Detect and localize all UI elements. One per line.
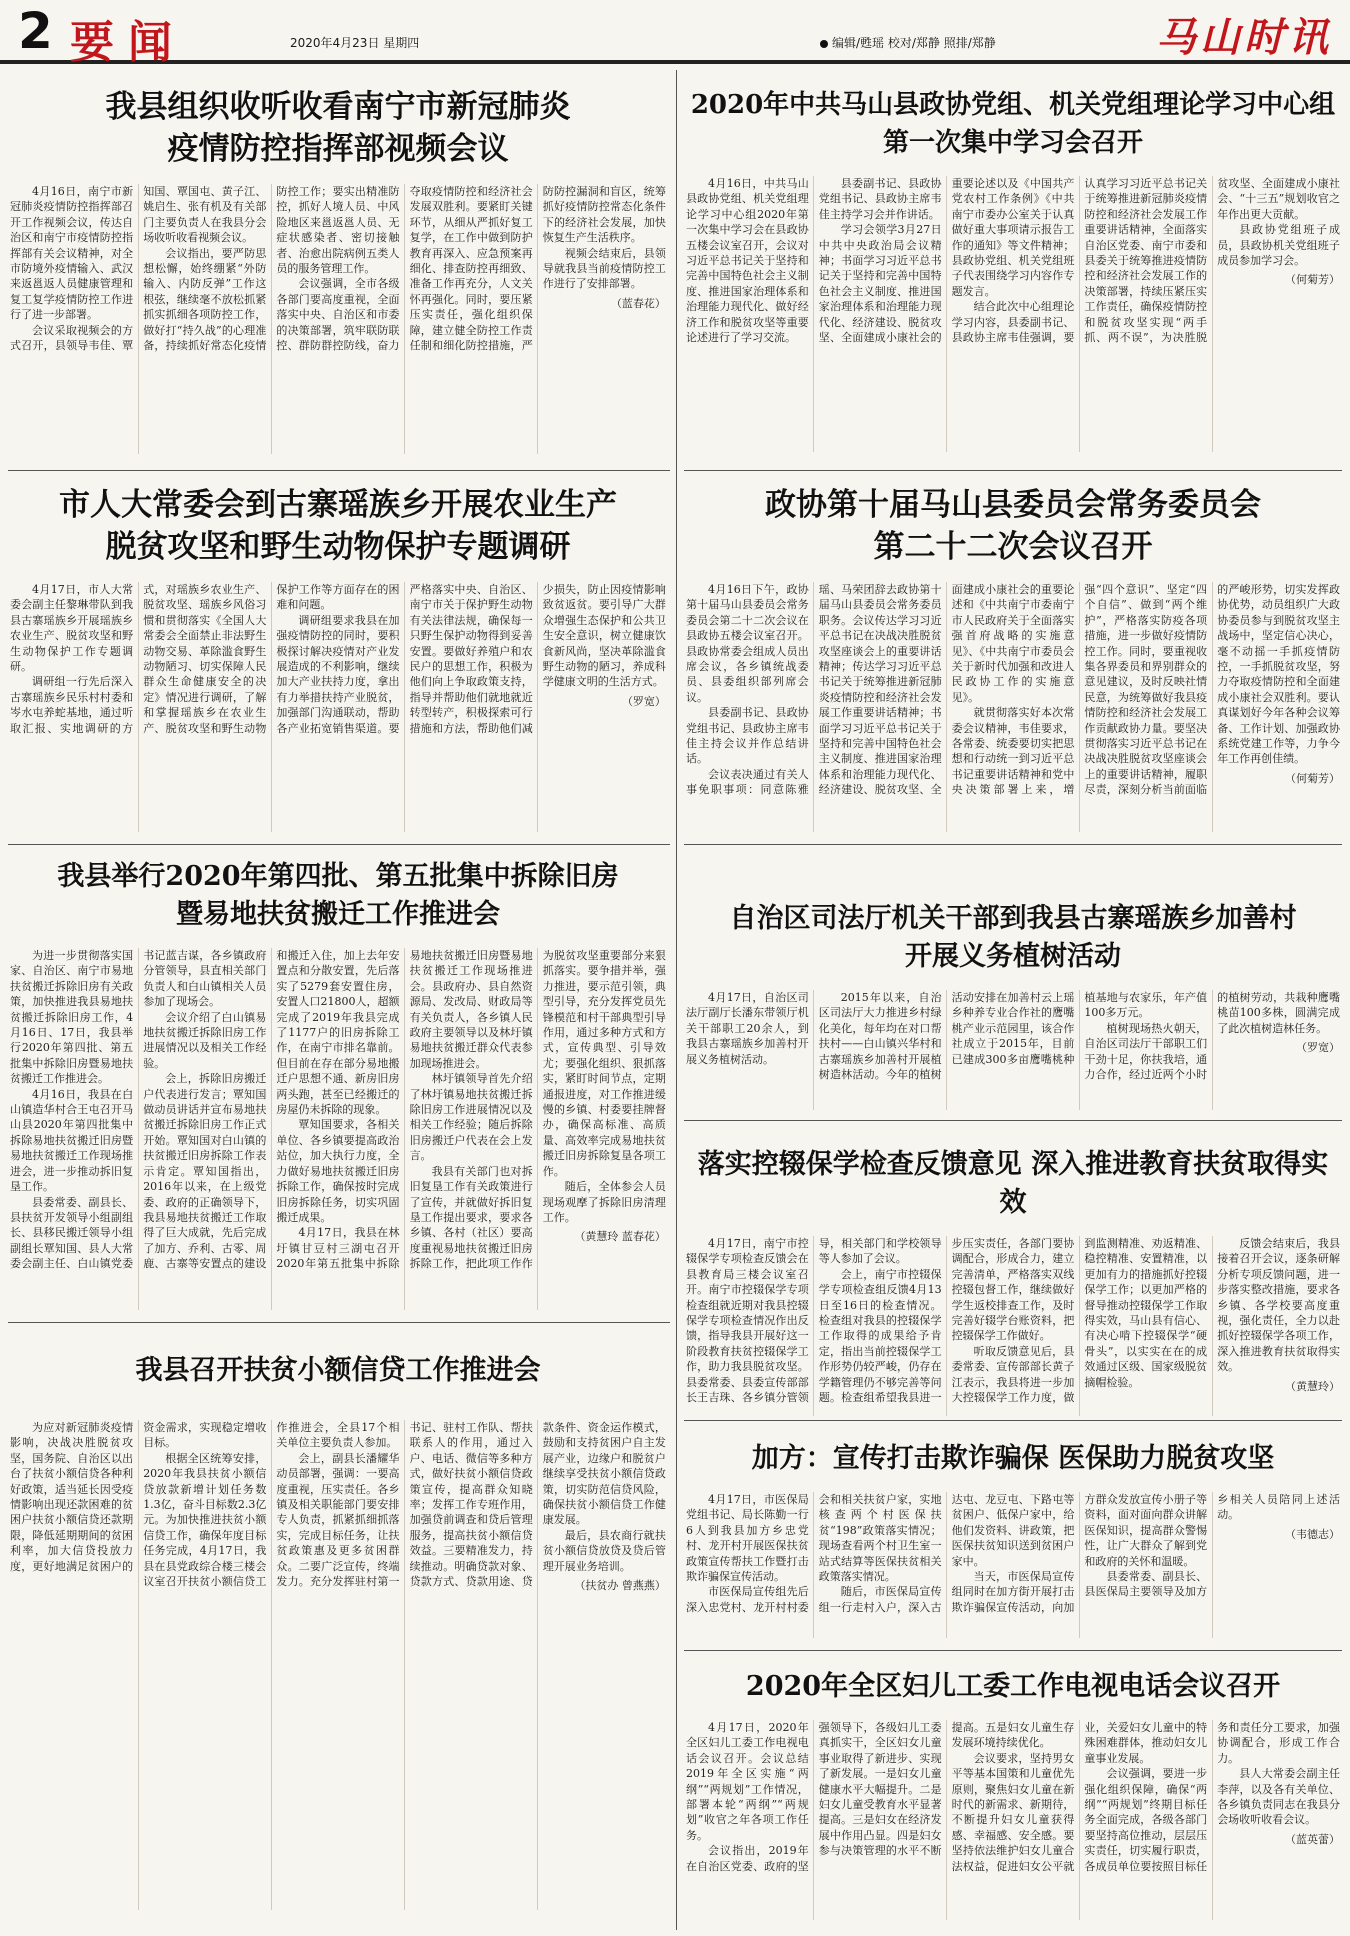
paragraph: 会上，南宁市控辍保学专项检查组反馈4月13日至16日的检查情况。检查组对我县的控辍保学工作取得的成果给予肯定，指出当前控辍保学工作形势仍较严峻，仍存在学籍管理仍不够完善等问题。检查组希望我县进一步压实责任，各部门要协调配合，形成合力，建立完善清单，严格落实双线控辍包督工作，继续做好学生返校排查工作，及时完善好辍学台账资料，把控辍保学工作做好。 (818, 1237, 1075, 1405)
paragraph: 4月17日，2020年全区妇儿工委工作电视电话会议召开。会议总结2019年全区实施“两纲”“两规划”工作情况，部署本轮“两纲”“两规划”收官之年各项工作任务。 (686, 1721, 809, 1842)
paragraph: 视频会结束后，县领导就我县当前疫情防控工作进行了安排部署。 (542, 246, 666, 291)
article-headline (10, 484, 666, 568)
paper-logo: 马山时讯 (1156, 14, 1332, 61)
article-medical-insurance-fraud (686, 1440, 1340, 1646)
paragraph: 就贯彻落实好本次常委会议精神，韦佳要求，各常委、统委要切实把思想和行动统一到习近平总书记重要讲话精神和党中央决策部署上来，增强“四个意识”、坚定“四个自信”、做到“两个维护”，严格落实防疫各项措施，进一步做好疫情防控工作。同时，要重视收集各界委员和界别群众的意见建议，及时反映社情民意，为统筹做好我县疫情防控和经济社会发展工作贡献政协力量。要坚决贯彻落实习近平总书记在决战决胜脱贫攻坚座谈会上的重要讲话精神，履职尽责，深刻分析当前面临的严峻形势，切实发挥政协优势，动员组织广大政协委员参与到脱贫攻坚主战场中，坚定信心决心，毫不动摇一手抓疫情防控，一手抓脱贫攻坚，努力夺取疫情防控和全面建成小康社会双胜利。要认真谋划好今年各种会议筹备、工作计划、加强政协系统党建工作等，力争今年工作再创佳绩。 (951, 583, 1340, 797)
editors-line (820, 34, 996, 51)
row-divider (684, 1120, 1342, 1121)
paragraph: 调研组要求我县在加强疫情防控的同时，要积极探讨解决疫情对产业发展造成的不利影响，继续加大产业扶持力度，拿出有力举措扶持产业脱贫，加强部门沟通联动，帮助各产业拓宽销售渠道。要严格落实中央、自治区、南宁市关于保护野生动物有关法律法规，确保每一只野生保护动物得到妥善安置。要做好养殖户和农民户的思想工作，积极为他们向上争取政策支持，指导并帮助他们就地就近转型转产，积极探索可行措施和方法，帮助他们减少损失，防止因疫情影响致贫返贫。要引导广大群众增强生态保护和公共卫生安全意识，树立健康饮食新风尚，坚决革除滥食野生动物的陋习，养成科学健康文明的生活方式。 (276, 583, 666, 735)
article-byline: （韦德志） (1284, 1527, 1340, 1541)
article-covid-video-conference (10, 86, 666, 464)
headline-line: 2020年中共马山县政协党组、机关党组理论学习中心组 (690, 90, 1336, 120)
headline-line: 2020年全区妇儿工委工作电视电话会议召开 (745, 1671, 1281, 1702)
bullet-icon (820, 40, 828, 48)
article-npc-survey-guzhai (10, 484, 666, 838)
article-headline (10, 1352, 666, 1390)
article-headline (686, 1668, 1340, 1706)
paragraph: 覃知国要求，各相关单位、各乡镇要提高政治站位，加大执行力度，全力做好易地扶贫搬迁旧房拆除工作，确保按时完成旧房拆除任务，切实巩固搬迁成果。 (276, 1118, 400, 1224)
paragraph: 会议要求，坚持男女平等基本国策和儿童优先原则，聚焦妇女儿童在新时代的新需求、新期待，不断提升妇女儿童获得感、幸福感、安全感。要坚持依法维护妇女儿童合法权益，促进妇女公平就业，关爱妇女儿童中的特殊困难群体，推动妇女儿童事业发展。 (951, 1721, 1208, 1873)
article-byline: （罗宽） (1295, 1041, 1340, 1055)
article-body (686, 990, 1340, 1110)
article-cppcc-standing-committee (686, 484, 1340, 838)
article-body (686, 582, 1340, 832)
paragraph: 林圩镇领导首先介绍了林圩镇易地扶贫搬迁拆除旧房工作进展情况以及相关工作经验；随后拆除旧房搬迁户代表在会上发言。 (409, 1072, 533, 1163)
article-body (686, 176, 1340, 452)
row-divider (684, 1420, 1342, 1421)
masthead (0, 0, 1350, 68)
paragraph: 2015年以来，自治区司法厅大力推进乡村绿化美化，每年均在对口帮扶村——白山镇兴华村和古寨瑶族乡加善村开展植树造林活动。今年的植树活动安排在加善村云上瑶乡种养专业合作社的鹰嘴桃产业示范园里，该合作社成立于2015年，目前已建成300多亩鹰嘴桃种植基地与农家乐，年产值100多万元。 (818, 991, 1208, 1082)
article-body (10, 582, 666, 832)
paragraph: 市医保局宣传组先后深入忠党村、龙开村村委会和相关扶贫户家，实地核查两个村医保扶贫“198”政策落实情况；现场查看两个村卫生室一站式结算等医保扶贫相关政策落实情况。 (686, 1493, 942, 1614)
paragraph: 学习会领学3月27日中共中央政治局会议精神；书面学习习近平总书记关于坚持和完善中国特色社会主义制度、推进国家治理体系和治理能力现代化、经济建设、脱贫攻坚、全面建成小康社会的重要论述以及《中国共产党农村工作条例》《中共南宁市委办公室关于认真做好重大事项请示报告工作的通知》等文件精神；县政协党组、机关党组班子代表围绕学习内容作专题发言。 (818, 177, 1075, 345)
paragraph: 会议强调，要进一步强化组织保障，确保“两纲”“两规划”终期目标任务全面完成，各级各部门要坚持高位推动，层层压实责任，切实履行职责，各成员单位要按照目标任务和责任分工要求，加强协调配合，形成工作合力。 (1084, 1721, 1340, 1873)
article-body (10, 184, 666, 454)
paragraph: 4月17日，我县在林圩镇甘豆村三湖屯召开2020年第五批集中拆除易地扶贫搬迁旧房暨易地扶贫搬迁工作现场推进会。县政府办、县自然资源局、发改局、财政局等有关负责人，各乡镇人民政府主要领导以及林圩镇易地扶贫搬迁群众代表参加现场推进会。 (276, 949, 533, 1271)
headline-line: 我县举行2020年第四批、第五批集中拆除旧房 (57, 861, 619, 892)
paragraph: 听取反馈意见后，县委常委、宣传部部长黄子江表示，我县将进一步加大控辍保学工作力度，做到监测精准、劝返精准、稳控精准、安置精准，以更加有力的措施抓好控辍保学工作；以更加严格的督导推动控辍保学工作取得实效，马山县有信心、有决心啃下控辍保学“硬骨头”，以实实在在的成效通过区级、国家级脱贫摘帽检验。 (951, 1237, 1208, 1405)
paragraph: 为进一步贯彻落实国家、自治区、南宁市易地扶贫搬迁拆除旧房有关政策，加快推进我县易地扶贫搬迁拆除旧房工作，4月16日、17日，我县举行2020年第四批、第五批集中拆除旧房暨易地扶贫搬迁工作推进会。 (10, 949, 134, 1086)
headline-line: 政协第十届马山县委员会常务委员会 (765, 487, 1261, 523)
article-byline: （蓝春花） (610, 296, 666, 310)
article-body (686, 1720, 1340, 1920)
paragraph: 4月16日，中共马山县政协党组、机关党组理论学习中心组2020年第一次集中学习会在县政协五楼会议室召开，会议对习近平总书记关于坚持和完善中国特色社会主义制度、推进国家治理体系和治理能力现代化、做好经济工作和脱贫攻坚等重要论述进行了学习交流。 (686, 177, 809, 345)
headline-line: 落实控辍保学检查反馈意见 深入推进教育扶贫取得实效 (697, 1149, 1329, 1218)
article-cppcc-study-session (686, 86, 1340, 464)
paragraph: 4月16日，我县在白山镇造华村合王屯召开马山县2020年第四批集中拆除易地扶贫搬迁旧房暨易地扶贫搬迁工作现场推进会，进一步推动拆旧复垦工作。 (10, 1087, 134, 1194)
row-divider (8, 1322, 670, 1323)
article-body (10, 1420, 666, 1910)
headline-line: 第二十二次会议召开 (873, 529, 1153, 565)
paragraph: 4月16日，南宁市新冠肺炎疫情防控指挥部召开工作视频会议，传达自治区和南宁市疫情防控指挥部有关会议精神，对全市防境外疫情输入、武汉来返邕返人员健康管理和复工复学疫情防控工作进行了进一步部署。 (10, 185, 134, 322)
paragraph: 县人大常委会副主任李萍，以及各有关单位、各乡镇负责同志在我县分会场收听收看会议。 (1217, 1767, 1340, 1827)
section-title: 要闻 (70, 17, 186, 68)
paragraph: 4月17日，市人大常委会副主任黎琳带队到我县古寨瑶族乡开展瑶族乡农业生产、脱贫攻坚和野生动物保护工作专题调研。 (10, 583, 134, 674)
headline-line: 脱贫攻坚和野生动物保护专题调研 (105, 529, 571, 565)
row-divider (8, 470, 670, 471)
article-byline: （罗宽） (621, 694, 666, 708)
paragraph: 会议表决通过有关人事免职事项：同意陈雅瑶、马荣团辞去政协第十届马山县委员会常务委员职务。会议传达学习习近平总书记在决战决胜脱贫攻坚座谈会上的重要讲话精神；传达学习习近平总书记关于统筹推进新冠肺炎疫情防控和经济社会发展工作重要讲话精神；书面学习习近平总书记关于坚持和完善中国特色社会主义制度、推进国家治理体系和治理能力现代化、经济建设、脱贫攻坚、全面建成小康社会的重要论述和《中共南宁市委南宁市人民政府关于全面落实强首府战略的实施意见》、《中共南宁市委员会关于新时代加强和改进人民政协工作的实施意见》。 (686, 583, 1075, 797)
article-byline: （黄慧玲 蓝春花） (574, 1230, 666, 1244)
row-divider (684, 844, 1342, 845)
paragraph: 会议指出，要严防思想松懈，始终绷紧“外防输入、内防反弹”工作这根弦，继续毫不放松抓紧抓实抓细各项防控工作，做好打“持久战”的心理准备，持续抓好常态化疫情防控工作；要实出精准防控，抓好人境人员、中风险地区来邕返邕人员、无症状感染者、密切接触者、治愈出院病例五类人员的服务管理工作。 (143, 185, 400, 353)
paragraph: 会上，拆除旧房搬迁户代表进行发言；覃知国做动员讲话并宣布易地扶贫搬迁拆除旧房工作正式开始。覃知国对白山镇的扶贫搬迁旧房拆除工作表示肯定。覃知国指出，2016年以来，在上级党委、政府的正确领导下，我县易地扶贫搬迁工作取得了巨大成就，先后完成了加方、乔利、古零、周鹿、古寨等安置点的建设和搬迁入住，加上去年安置点和分散安置，先后落实了5279套安置住房，安置人口21800人，超额完成了2019年我县完成了1177户的旧房拆除工作，在南宁市排名靠前。但目前在存在部分易地搬迁户思想不通、新房旧房两头跑，甚至已经搬迁的房屋仍未拆除的现象。 (143, 949, 400, 1271)
paragraph: 县政协党组班子成员，县政协机关党组班子成员参加学习会。 (1217, 223, 1340, 268)
paragraph: 会议指出，2019年在自治区党委、政府的坚强领导下，各级妇儿工委真抓实干，全区妇女儿童事业取得了新进步、实现了新发展。一是妇女儿童健康水平大幅提升。二是妇女儿童受教育水平显著提高。三是妇女在经济发展中作用凸显。四是妇女参与决策管理的水平不断提高。五是妇女儿童生存发展环境持续优化。 (686, 1721, 1075, 1873)
article-headline (686, 484, 1340, 568)
paragraph: 随后，市医保局宣传组一行走村入户，深入古达屯、龙豆屯、下路屯等贫困户、低保户家中，给他们发资料、讲政策，把医保扶贫知识送到贫困户家中。 (818, 1493, 1075, 1614)
headline-line: 市人大常委会到古寨瑶族乡开展农业生产 (59, 487, 617, 523)
article-byline: （扶贫办 曾燕燕） (574, 1579, 666, 1593)
paragraph: 4月17日，南宁市控辍保学专项检查反馈会在县教育局三楼会议室召开。南宁市控辍保学专项检查组就近期对我县控辍保学专项检查情况作出反馈，指导我县开展好这一阶段教育扶贫控辍保学工作，助力我县脱贫攻坚。县委常委、县委宣传部部长王吉珠、各乡镇分管领导，相关部门和学校领导等人参加了会议。 (686, 1237, 942, 1405)
row-divider (8, 844, 670, 845)
article-headline (686, 86, 1340, 162)
paragraph: 会议强调，全市各级各部门要高度重视，全面落实中央、自治区和市委的决策部署，筑牢联防联控、群防群控防线，奋力夺取疫情防控和经济社会发展双胜利。要紧盯关键环节，从细从严抓好复工复学，在工作中做到防护教育再深入、应急预案再细化、排查防控再细致、准备工作再充分，人文关怀再强化。同时，要压紧压实责任，强化组织保障，建立健全防控工作责任制和细化防控措施，严防防控漏洞和盲区，统筹抓好疫情防控常态化条件下的经济社会发展，加快恢复生产生活秩序。 (276, 185, 666, 353)
headline-line: 第一次集中学习会召开 (882, 128, 1143, 158)
article-headline (686, 900, 1340, 976)
row-divider (684, 1650, 1342, 1651)
article-dropout-control (686, 1146, 1340, 1416)
paragraph: 我县有关部门也对拆旧复垦工作有关政策进行了宣传，并就做好拆旧复垦工作提出要求，要求各乡镇、各村（社区）要高度重视易地扶贫搬迁旧房拆除工作，把此项工作作为脱贫攻坚重要部分来狠抓落实。要争措并举，强力推进，要示范引领，典型引导，充分发挥党员先锋模范和村干部典型引导作用，通过多种方式和方式，宣传典型、引导效尤；要强化组织、狠抓落实，紧盯时间节点，定期通报进度，对工作推进缓慢的乡镇、村委要挂牌督办，确保高标准、高质量、高效率完成易地扶贫搬迁旧房拆除复垦各项工作。 (409, 949, 666, 1271)
headline-line: 开展义务植树活动 (905, 941, 1121, 972)
editors-text: 编辑/甦瑶 校对/郑静 照排/郑静 (832, 36, 996, 50)
article-headline (686, 1146, 1340, 1222)
article-house-demolition-meeting (10, 858, 666, 1316)
paragraph: 植树现场热火朝天，自治区司法厅干部职工们干劲十足，你扶我培，通力合作，经过近两个小时的植树劳动，共栽种鹰嘴桃苗100多株，圆满完成了此次植树造林任务。 (1084, 991, 1340, 1082)
headline-line: 自治区司法厅机关干部到我县古寨瑶族乡加善村 (729, 903, 1297, 934)
column-divider (676, 70, 677, 1930)
page-number: 2 (18, 2, 53, 60)
paragraph: 4月17日，自治区司法厅副厅长潘东带领厅机关干部职工20余人，到我县古寨瑶族乡加善村开展义务植树活动。 (686, 991, 809, 1066)
paragraph: 为应对新冠肺炎疫情影响，决战决胜脱贫攻坚，国务院、自治区以出台了扶贫小额信贷各种利好政策，适当延长因受疫情影响出现还款困难的贫困户扶贫小额信贷还款期限，降低延期期间的贫困利率，加大信贷投放力度，更好地满足贫困户的资金需求，实现稳定增收目标。 (10, 1421, 267, 1573)
paragraph: 会议介绍了白山镇易地扶贫搬迁拆除旧房工作进展情况以及相关工作经验。 (143, 1010, 267, 1070)
article-microcredit-meeting (10, 1340, 666, 1930)
paragraph: 最后，县农商行就扶贫小额信贷放贷及贷后管理开展业务培训。 (542, 1528, 666, 1573)
article-byline: （何菊芳） (1284, 771, 1340, 785)
article-body (686, 1236, 1340, 1416)
article-tree-planting (686, 900, 1340, 1116)
paragraph: 4月17日，市医保局党组书记、局长陈勤一行6人到我县加方乡忠党村、龙开村开展医保扶贫政策宣传帮扶工作暨打击欺诈骗保宣传活动。 (686, 1493, 809, 1584)
article-women-children-conference (686, 1668, 1340, 1930)
headline-line: 我县组织收听收看南宁市新冠肺炎 (105, 89, 571, 125)
article-headline (10, 86, 666, 170)
article-headline (686, 1440, 1340, 1478)
paragraph: 4月16日下午，政协第十届马山县委员会常务委员会第二十二次会议在县政协五楼会议室召开。县政协常委会组成人员出席会议，各乡镇统战委员、县委组织部列席会议。 (686, 583, 809, 704)
article-headline (10, 858, 666, 934)
paragraph: 根据全区统筹安排，2020年我县扶贫小额信贷放款新增计划任务数1.3亿，奋斗目标数2.3亿元。为加快推进扶贫小额信贷工作，确保年度目标任务完成，4月17日，我县在县党政综合楼三楼会议室召开扶贫小额信贷工作推进会，全县17个相关单位主要负责人参加。 (143, 1421, 400, 1589)
paragraph: 调研组一行先后深入古寨瑶族乡民乐村村委和岑水屯养蛇基地，通过听取汇报、实地调研的方式，对瑶族乡农业生产、脱贫攻坚、瑶族乡风俗习惯和贯彻落实《全国人大常委会全面禁止非法野生动物交易、革除滥食野生动物陋习、切实保障人民群众生命健康安全的决定》情况进行调研，了解和掌握瑶族乡在农业生产、脱贫攻坚和野生动物保护工作等方面存在的困难和问题。 (10, 583, 400, 735)
article-byline: （黄慧玲） (1284, 1379, 1340, 1393)
issue-date: 2020年4月23日 星期四 (290, 36, 420, 50)
article-byline: （何菊芳） (1284, 273, 1340, 287)
paragraph: 县委副书记、县政协党组书记、县政协主席韦佳主持学习会并作讲话。 (818, 177, 942, 221)
paragraph: 结合此次中心组理论学习内容，县委副书记、县政协主席韦佳强调，要认真学习习近平总书记关于统筹推进新冠肺炎疫情防控和经济社会发展工作重要讲话精神，全面落实自治区党委、南宁市委和县委关于统筹推进疫情防控和经济社会发展工作的决策部署，持续压紧压实工作责任，确保疫情防控和脱贫攻坚实现“两手抓、两不误”，为决胜脱贫攻坚、全面建成小康社会、“十三五”规划收官之年作出更大贡献。 (951, 177, 1340, 345)
paragraph: 随后，全体参会人员现场观摩了拆除旧房清理工作。 (542, 1180, 666, 1224)
paragraph: 反馈会结束后，我县接着召开会议，逐条研解分析专项反馈问题，进一步落实整改措施，要求各乡镇、各学校要高度重视，强化责任，全力以赴抓好控辍保学各项工作，深入推进教育扶贫取得实效。 (1217, 1237, 1340, 1374)
paragraph: 当天，市医保局宣传组同时在加方街开展打击欺诈骗保宣传活动，向加方群众发放宣传小册子等资料，面对面向群众讲解医保知识，提高群众警惕性，让广大群众了解到党和政府的关怀和温暖。 (951, 1493, 1208, 1614)
paragraph: 县委常委、副县长、县扶贫开发领导小组副组长、县移民搬迁领导小组副组长覃知国、县人大常委会副主任、白山镇党委书记蓝吉谋，各乡镇政府分管领导，县直相关部门负责人和白山镇相关人员参加了现场会。 (10, 949, 267, 1271)
paragraph: 会上，副县长潘耀华动员部署，强调：一要高度重视，压实责任。各乡镇及相关职能部门要安排专人负责，抓紧抓细抓落实，完成目标任务，让扶贫政策惠及更多贫困群众。二要广泛宣传，终端发力。充分发挥驻村第一书记、驻村工作队、帮扶联系人的作用，通过入户、电话、微信等多种方式，做好扶贫小额信贷政策宣传，提高群众知晓率；发挥工作专班作用，加强贷前调查和贷后管理服务，提高扶贫小额信贷效益。三要精准发力，持续推动。明确贷款对象、贷款方式、贷款用途、贷款条件、资金运作模式，鼓励和支持贫困户自主发展产业，边缘户和脱贫户继续享受扶贫小额信贷政策，切实防范信贷风险，确保扶贫小额信贷工作健康发展。 (276, 1421, 666, 1589)
headline-line: 加方：宣传打击欺诈骗保 医保助力脱贫攻坚 (751, 1443, 1275, 1474)
row-divider (684, 470, 1342, 471)
article-byline: （蓝英蕾） (1284, 1832, 1340, 1846)
article-body (10, 948, 666, 1310)
headline-line: 暨易地扶贫搬迁工作推进会 (176, 899, 500, 930)
paragraph: 会议采取视频会的方式召开，县领导韦佳、覃知国、覃国屯、黄子江、姚启生、张有机及有关部门主要负责人在我县分会场收听收看视频会议。 (10, 185, 267, 353)
paragraph: 县委副书记、县政协党组书记、县政协主席韦佳主持会议并作总结讲话。 (686, 706, 809, 766)
paragraph: 县委常委、副县长、县医保局主要领导及加方乡相关人员陪同上述活动。 (1084, 1493, 1340, 1599)
article-body (686, 1492, 1340, 1638)
headline-line: 疫情防控指挥部视频会议 (167, 131, 509, 167)
headline-line: 我县召开扶贫小额信贷工作推进会 (135, 1355, 541, 1386)
